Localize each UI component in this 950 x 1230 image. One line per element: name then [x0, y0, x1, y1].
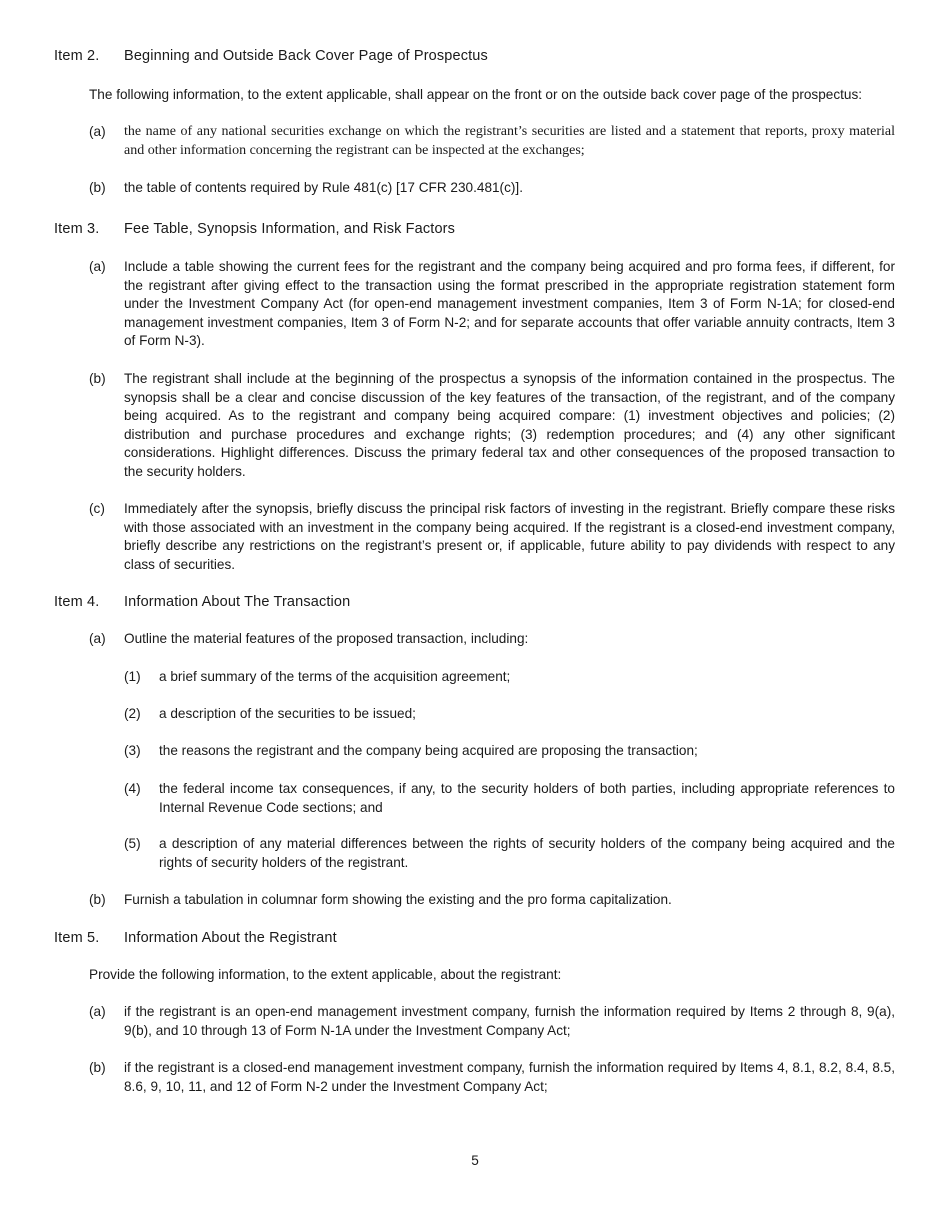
paragraph-text: if the registrant is an open-end management investment company, furnish the information required by Items 2 through 8, 9(a), 9(b), and 10 through 13 of Form N-1A under the Investment Company Act;	[124, 1004, 895, 1038]
paragraph-label: (b)	[89, 1060, 106, 1075]
item-title: Beginning and Outside Back Cover Page of Prospectus	[124, 48, 488, 64]
subitem-label: (4)	[124, 781, 141, 796]
paragraph-text: if the registrant is a closed-end management investment company, furnish the information required by Items 4, 8.1, 8.2, 8.4, 8.5, 8.6, 9, 10, 11, and 12 of Form N-2 under the Investment Company Act;	[124, 1060, 895, 1094]
item-title: Information About The Transaction	[124, 594, 351, 610]
paragraph-label: (a)	[89, 124, 106, 139]
subitem-label: (3)	[124, 743, 141, 758]
paragraph-text: Outline the material features of the proposed transaction, including:	[124, 631, 529, 646]
paragraph-text: Include a table showing the current fees for the registrant and the company being acquired and pro forma fees, if different, for the registrant after giving effect to the transaction using the format prescribed in the appropriate registration statement form under the Investment Company Act (for open-end management investment companies, Item 3 of Form N-1A; for closed-end management investment companies, Item 3 of Form N-2; and for separate accounts that offer variable annuity contracts, Item 3 of Form N-3).	[124, 259, 895, 348]
subitem-label: (2)	[124, 706, 141, 721]
paragraph-label: (c)	[89, 501, 105, 516]
paragraph-text: Immediately after the synopsis, briefly discuss the principal risk factors of investing in the registrant. Briefly compare these risks with those associated with an investment in the company being acquired. If the registrant is a closed-end investment company, briefly describe any restrictions on the registrant’s present or, if applicable, future ability to pay dividends with respect to any class of securities.	[124, 501, 895, 572]
paragraph-label: (a)	[89, 259, 106, 274]
item-number: Item 2.	[54, 48, 100, 64]
subitem-text: a description of the securities to be issued;	[159, 706, 416, 721]
paragraph-label: (b)	[89, 180, 106, 195]
subitem-text: a brief summary of the terms of the acquisition agreement;	[159, 669, 511, 684]
paragraph-label: (a)	[89, 631, 106, 646]
item-number: Item 3.	[54, 221, 100, 237]
item-5-intro: Provide the following information, to the extent applicable, about the registrant:	[89, 967, 562, 982]
page-number: 5	[471, 1153, 479, 1168]
paragraph-label: (b)	[89, 892, 106, 907]
paragraph-text: the name of any national securities exchange on which the registrant’s securities are listed and a statement that reports, proxy material and other information concerning the registrant can be inspected at the exchanges;	[124, 124, 895, 158]
item-number: Item 5.	[54, 930, 100, 946]
subitem-text: the reasons the registrant and the company being acquired are proposing the transaction;	[159, 743, 698, 758]
item-title: Fee Table, Synopsis Information, and Risk Factors	[124, 221, 456, 237]
paragraph-text: the table of contents required by Rule 481(c) [17 CFR 230.481(c)].	[124, 180, 523, 195]
subitem-text: a description of any material differences between the rights of security holders of the company being acquired and the rights of security holders of the registrant.	[159, 836, 895, 870]
paragraph-label: (a)	[89, 1004, 106, 1019]
subitem-label: (5)	[124, 836, 141, 851]
item-number: Item 4.	[54, 594, 100, 610]
item-title: Information About the Registrant	[124, 930, 337, 946]
paragraph-text: Furnish a tabulation in columnar form showing the existing and the pro forma capitalization.	[124, 892, 672, 907]
subitem-text: the federal income tax consequences, if any, to the security holders of both parties, including appropriate references to Internal Revenue Code sections; and	[159, 781, 895, 815]
paragraph-text: The registrant shall include at the beginning of the prospectus a synopsis of the information contained in the prospectus. The synopsis shall be a clear and concise discussion of the key features of the transaction, of the registrant, and of the company being acquired. As to the registrant and company being acquired compare: (1) investment objectives and policies; (2) distribution and purchase procedures and exchange rights; (3) redemption procedures; and (4) any other significant considerations. Highlight differences. Discuss the primary federal tax and other consequences of the proposed transaction to the security holders.	[124, 371, 895, 479]
paragraph-label: (b)	[89, 371, 106, 386]
subitem-label: (1)	[124, 669, 141, 684]
item-2-intro: The following information, to the extent applicable, shall appear on the front or on the outside back cover page of the prospectus:	[89, 87, 863, 102]
